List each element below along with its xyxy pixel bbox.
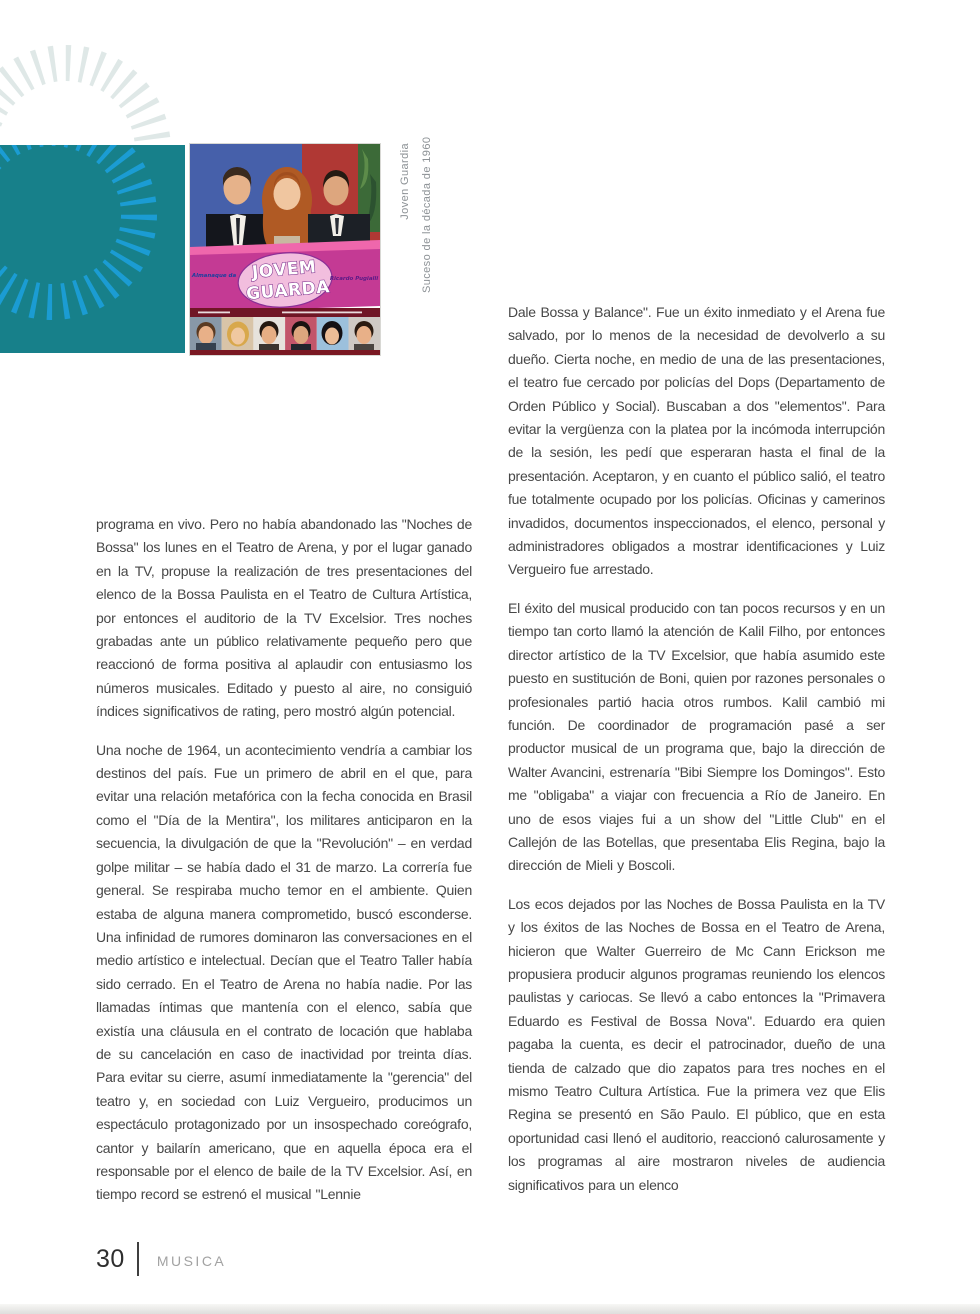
album-title-line1: JOVEM	[251, 257, 318, 283]
left-column	[96, 513, 472, 1222]
paragraph: programa en vivo. Pero no había abandonado las "Noches de Bossa" los lunes en el Teatro de Arena, y por el lugar ganado en la TV, propuse la realización de tres presentaciones del elenco de la Bossa Paulista en el Teatro de Cultura Artística, por entonces el auditorio de la TV Excelsior. Tres noches grabadas ante un público relativamente pequeño pero que reaccionó de forma positiva al aplaudir con entusiasmo los números musicales. Editado y puesto al aire, no consiguió índices significativos de rating, pero mostró algún potencial.	[96, 516, 472, 720]
album-title-line2: GUARDA	[245, 277, 331, 305]
album-person-middle	[262, 167, 312, 249]
figure-caption	[394, 136, 440, 293]
teal-corner-square	[0, 145, 185, 353]
album-credit-right: Ricardo Pugialli	[329, 276, 379, 282]
album-faces-strip	[190, 317, 380, 350]
album-bottom-edge	[190, 350, 380, 355]
footer-divider	[137, 1242, 139, 1276]
album-cover	[190, 144, 380, 355]
right-column	[508, 301, 885, 1212]
paragraph: Una noche de 1964, un acontecimiento vendría a cambiar los destinos del país. Fue un primero de abril en el que, para evitar una relación metafórica con la fecha conocida en Brasil como el "Día de la Mentira", los militares anticiparon en la secuencia, la divulgación de que la "Revolución" – en verdad golpe militar – se había dado el 31 de marzo. La correría fue general. Se respiraba mucho temor en el ambiente. Quien estaba de alguna manera comprometido, buscó esconderse. Una infinidad de rumores dominaron las conversaciones en el medio artístico e intelectual. Decían que el Teatro Taller había sido cerrado. En el Teatro de Arena no había nadie. Por las llamadas íntimas que mantenía con el elenco, sabía que existía una cláusula en el contrato de locación que hablaba de su cancelación en caso de inactividad por treinta días. Para evitar su cierre, asumí inmediatamente la "gerencia" del teatro y, en sociedad con Luiz Vergueiro, producimos un espectáculo protagonizado por un insospechado coreógrafo, cantor y bailarín americano, que en aquella época era el responsable por el elenco de baile de la TV Excelsior. Así, en tiempo record se estrenó el musical "Lennie	[96, 741, 472, 1203]
paragraph: Los ecos dejados por las Noches de Bossa Paulista en la TV y los éxitos de las Noches de Bossa en el Teatro de Arena, hicieron que Walter Guerreiro de Mc Cann Erickson me propusiera producir algunos programas reuniendo los elencos paulistas y cariocas. Se llevó a cabo entonces la "Primavera Eduardo es Festival de Bossa Nova". Eduardo era quien pagaba la cuenta, es decir el patrocinador, dueño de una tienda de calzado que dio zapatos para tres noches en el mismo Teatro Cultura Artística. Fue la primera vez que Elis Regina se presentó en São Paulo. El público, que en esta oportunidad casi llenó el auditorio, reaccionó calurosamente y los programas al aire mostraron niveles de audiencia significativos para un elenco	[508, 895, 885, 1193]
album-cover-image	[190, 144, 380, 355]
radial-ticks-blue-decoration	[0, 145, 185, 353]
paragraph: El éxito del musical producido con tan pocos recursos y en un tiempo tan corto llamó la atención de Kalil Filho, por entonces director artístico de la TV Excelsior, que había asumido este puesto en sustitución de Boni, quien por razones personales o profesionales partió hacia otros rumbos. Kalil cambió mi función. De coordinador de programación pasé a ser productor musical de un programa que, bajo la dirección de Walter Avancini, estrenaría "Bibi Siempre los Domingos". Esto me "obligaba" a viajar con frecuencia a Río de Janeiro. En uno de esos viajes fui a un show del "Little Club" en el Callejón de las Botellas, que presentaba Elis Regina, bajo la dirección de Mieli y Boscoli.	[508, 599, 885, 874]
section-label: MUSICA	[156, 1253, 227, 1269]
paragraph: Dale Bossa y Balance". Fue un éxito inmediato y el Arena fue salvado, por lo menos de la necesidad de devolverlo a su dueño. Cierta noche, en medio de una de las presentaciones, el teatro fue cercado por policías del Dops (Departamento de Orden Público y Social). Buscaban a dos "elementos". Para evitar la vergüenza con la platea por la incómoda interrupción de la sesión, les pedí que esperaran hasta el final de la presentación. Aceptaron, y en cuanto el público salió, el teatro fue totalmente ocupado por los policías. Oficinas y camerinos invadidos, documentos inspeccionados, el elenco, personal y administradores obligados a mostrar identificaciones y Luiz Vergueiro fue arrestado.	[508, 304, 885, 578]
caption-line-2: Suceso de la década de 1960	[421, 136, 433, 293]
page-footer	[96, 1242, 226, 1276]
page-number: 30	[96, 1244, 125, 1273]
caption-line-1: Joven Guardia	[399, 143, 411, 220]
album-credit-left: Almanaque da	[191, 273, 237, 279]
page-bottom-edge	[0, 1304, 980, 1314]
